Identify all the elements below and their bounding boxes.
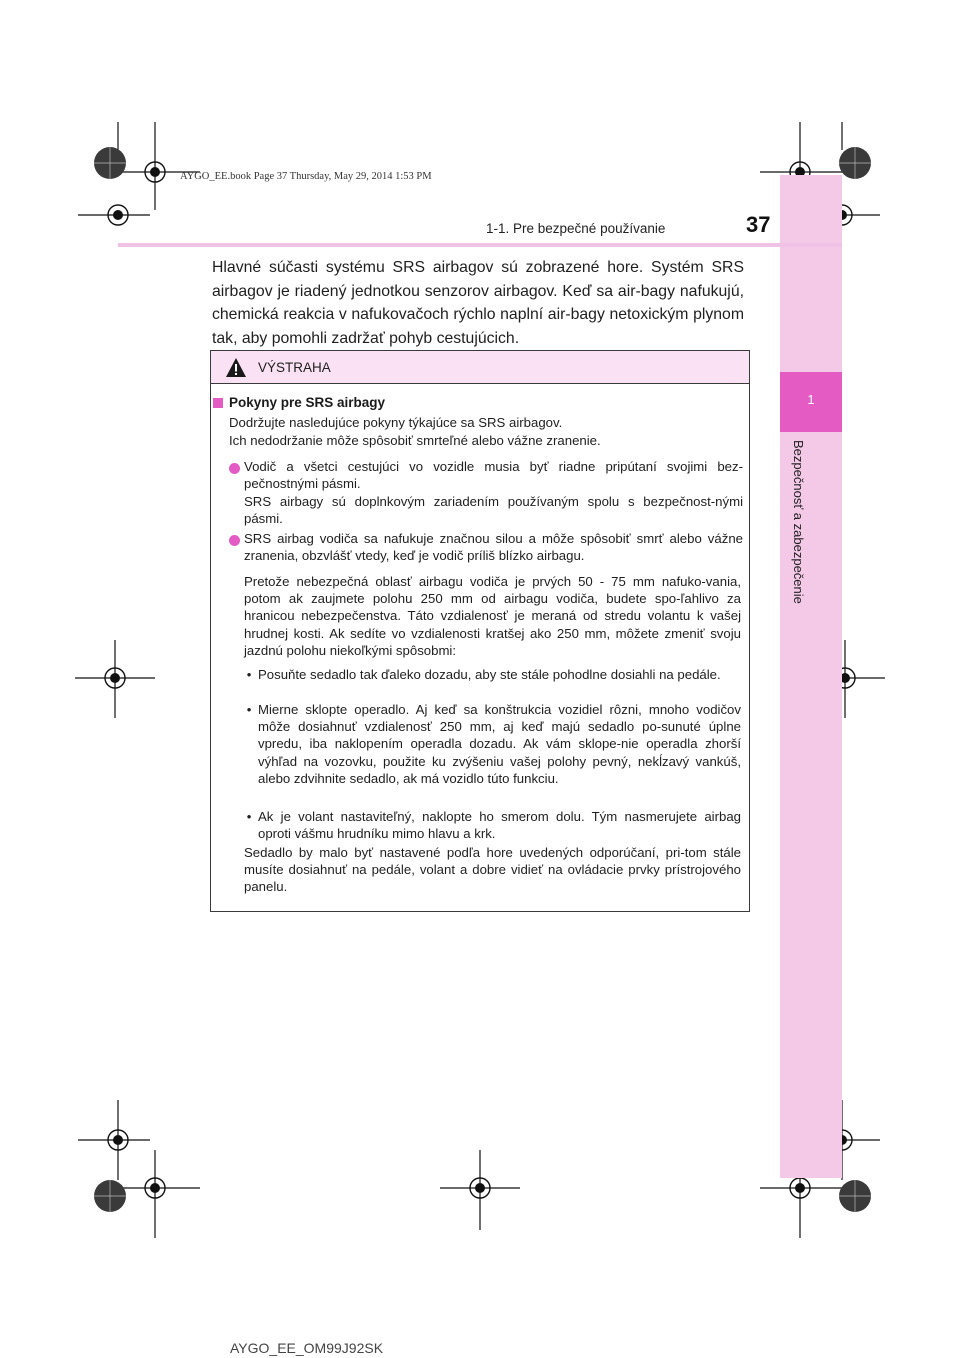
square-bullet-icon — [213, 398, 223, 408]
section-title: 1-1. Pre bezpečné používanie — [486, 221, 666, 236]
bullet-marker: • — [246, 702, 252, 717]
chapter-title-text: Bezpečnosť a zabezpečenie — [791, 440, 806, 604]
chapter-number: 1 — [780, 372, 842, 432]
round-bullet-icon — [229, 463, 240, 474]
header-rule — [118, 243, 842, 247]
warning-triangle-icon — [225, 357, 247, 379]
item-1-para-2: SRS airbagy sú doplnkovým zariadením používaným spolu s bezpečnost-nými pásmi. — [244, 494, 743, 527]
chapter-title — [782, 440, 812, 640]
intro-paragraph: Hlavné súčasti systému SRS airbagov sú zobrazené hore. Systém SRS airbagov je riadený jednotkou senzorov airbagov. Keď sa air-bagy nafukujú, chemická reakcia v nafukovačoch rýchlo naplní air-bagy netoxickým plynom tak, aby pomohli zadržať pohyb cestujúcich. — [212, 259, 744, 347]
warning-lead-2: Ich nedodržanie môže spôsobiť smrteľné alebo vážne zranenie. — [229, 433, 601, 448]
sub-bullet-1: Posuňte sedadlo tak ďaleko dozadu, aby ste stále pohodlne dosiahli na pedále. — [258, 667, 721, 682]
document-code: AYGO_EE_OM99J92SK — [230, 1340, 384, 1356]
warning-lead-1: Dodržujte nasledujúce pokyny týkajúce sa SRS airbagov. — [229, 415, 563, 430]
bullet-marker: • — [246, 667, 252, 682]
item-2-detail: Pretože nebezpečná oblasť airbagu vodiča je prvých 50 - 75 mm nafuko-vania, potom ak zaujmete polohu 250 mm od airbagu vodiča, budete spo-ľahlivo za hranicou nebezpečenstva. Táto vzdialenosť je meraná od stredu volantu k vašej hrudnej kosti. Ak sedíte vo vzdialenosti kratšej ako 250 mm, môžete zmeniť svoju jazdnú polohu niekoľkými spôsobmi: — [244, 574, 741, 658]
warning-title: VÝSTRAHA — [258, 360, 331, 375]
sub-bullet-2: Mierne sklopte operadlo. Aj keď sa konštrukcia vozidiel rôzni, mnoho vodičov môže dosiahnuť vzdialenosť 250 mm, aj keď majú sedadlo po-sunuté úplne vpredu, iba naklopením operadla dozadu. Ak vám sklope-nie operadla zhorší výhľad na vozovku, použite ku zvýšeniu vašej polohy pevný, nekĺzavý vankúš, alebo zdvihnite sedadlo, ak má vozidlo túto funkciu. — [258, 702, 741, 786]
page-number: 37 — [746, 212, 771, 237]
bullet-marker: • — [246, 809, 252, 824]
warning-closing: Sedadlo by malo byť nastavené podľa hore uvedených odporúčaní, pri-tom stále musíte dosiahnuť na pedále, volant a dobre vidieť na ovládacie prvky prístrojového panelu. — [244, 845, 741, 895]
chapter-side-band — [780, 175, 842, 1178]
item-2-text: SRS airbag vodiča sa nafukuje značnou silou a môže spôsobiť smrť alebo vážne zranenia, obzvlášť vtedy, keď je vodič príliš blízko airbagu. — [244, 531, 743, 564]
book-stamp: AYGO_EE.book Page 37 Thursday, May 29, 2014 1:53 PM — [180, 171, 432, 182]
item-1-para-1: Vodič a všetci cestujúci vo vozidle musia byť riadne pripútaní svojimi bez-pečnostnými pásmi. — [244, 459, 743, 492]
warning-heading: Pokyny pre SRS airbagy — [229, 395, 386, 410]
round-bullet-icon — [229, 535, 240, 546]
sub-bullet-3: Ak je volant nastaviteľný, naklopte ho smerom dolu. Tým nasmerujete airbag oproti vášmu hrudníku mimo hlavu a krk. — [258, 809, 741, 842]
